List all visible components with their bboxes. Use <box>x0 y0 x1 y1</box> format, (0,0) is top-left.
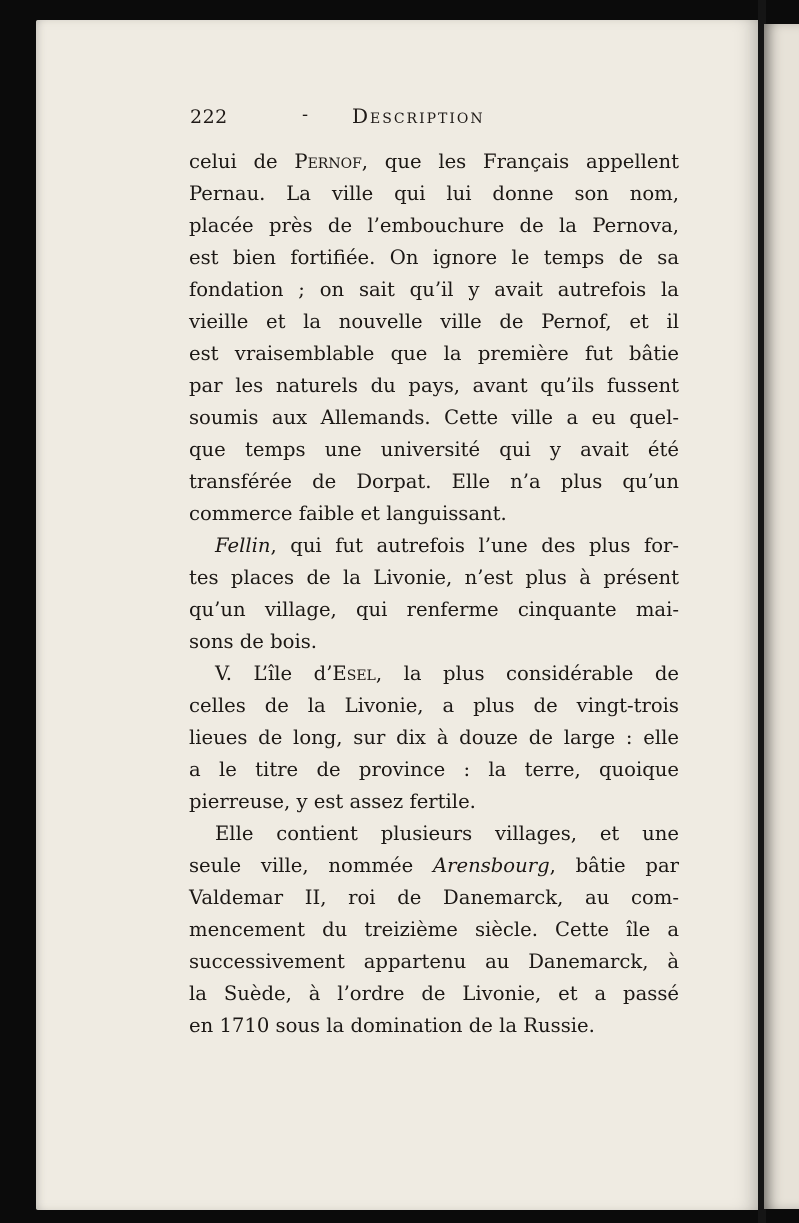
text-line: par les naturels du pays, avant qu’ils fussent <box>189 374 679 397</box>
text-line: la Suède, à l’ordre de Livonie, et a passé <box>189 982 679 1005</box>
paragraph-end-line: commerce faible et languissant. <box>189 502 507 525</box>
paragraph-end-line: en 1710 sous la domination de la Russie. <box>189 1014 595 1037</box>
text-line: seule ville, nommée Arensbourg, bâtie par <box>189 854 679 877</box>
text-line: Valdemar II, roi de Danemarck, au com- <box>189 886 679 909</box>
facing-page-edge <box>764 24 799 1209</box>
text-line: Fellin, qui fut autrefois l’une des plus for- <box>215 534 679 557</box>
text-line: celui de Pernof, que les Français appellent <box>189 150 679 173</box>
text-line: vieille et la nouvelle ville de Pernof, et il <box>189 310 679 333</box>
page-number: 222 <box>190 106 228 128</box>
text-line: transférée de Dorpat. Elle n’a plus qu’un <box>189 470 679 493</box>
text-line: mencement du treizième siècle. Cette île a <box>189 918 679 941</box>
body-text <box>189 146 679 1042</box>
text-line: Elle contient plusieurs villages, et une <box>215 822 679 845</box>
text-line: lieues de long, sur dix à douze de large : elle <box>189 726 679 749</box>
place-name-esel: Esel <box>332 662 376 685</box>
place-name-pernof: Pernof <box>294 150 362 173</box>
text-line: soumis aux Allemands. Cette ville a eu quel- <box>189 406 679 429</box>
text-line: que temps une université qui y avait été <box>189 438 679 461</box>
place-name-arensbourg: Arensbourg <box>432 854 550 877</box>
text-line: placée près de l’embouchure de la Pernova, <box>189 214 679 237</box>
text-line: a le titre de province : la terre, quoique <box>189 758 679 781</box>
text-line: tes places de la Livonie, n’est plus à présent <box>189 566 679 589</box>
text-line: celles de la Livonie, a plus de vingt-trois <box>189 694 679 717</box>
text-line: successivement appartenu au Danemarck, à <box>189 950 679 973</box>
text-line: est bien fortifiée. On ignore le temps de sa <box>189 246 679 269</box>
text-line: qu’un village, qui renferme cinquante mai- <box>189 598 679 621</box>
paragraph-end-line: pierreuse, y est assez fertile. <box>189 790 476 813</box>
text-line: V. L’île d’Esel, la plus considérable de <box>215 662 679 685</box>
text-line: fondation ; on sait qu’il y avait autrefois la <box>189 278 679 301</box>
running-head <box>190 104 530 134</box>
text-line: Pernau. La ville qui lui donne son nom, <box>189 182 679 205</box>
place-name-fellin: Fellin <box>215 534 271 557</box>
paragraph-end-line: sons de bois. <box>189 630 318 653</box>
running-head-title: Description <box>352 104 485 128</box>
running-head-separator: - <box>302 104 309 125</box>
text-line: est vraisemblable que la première fut bâtie <box>189 342 679 365</box>
